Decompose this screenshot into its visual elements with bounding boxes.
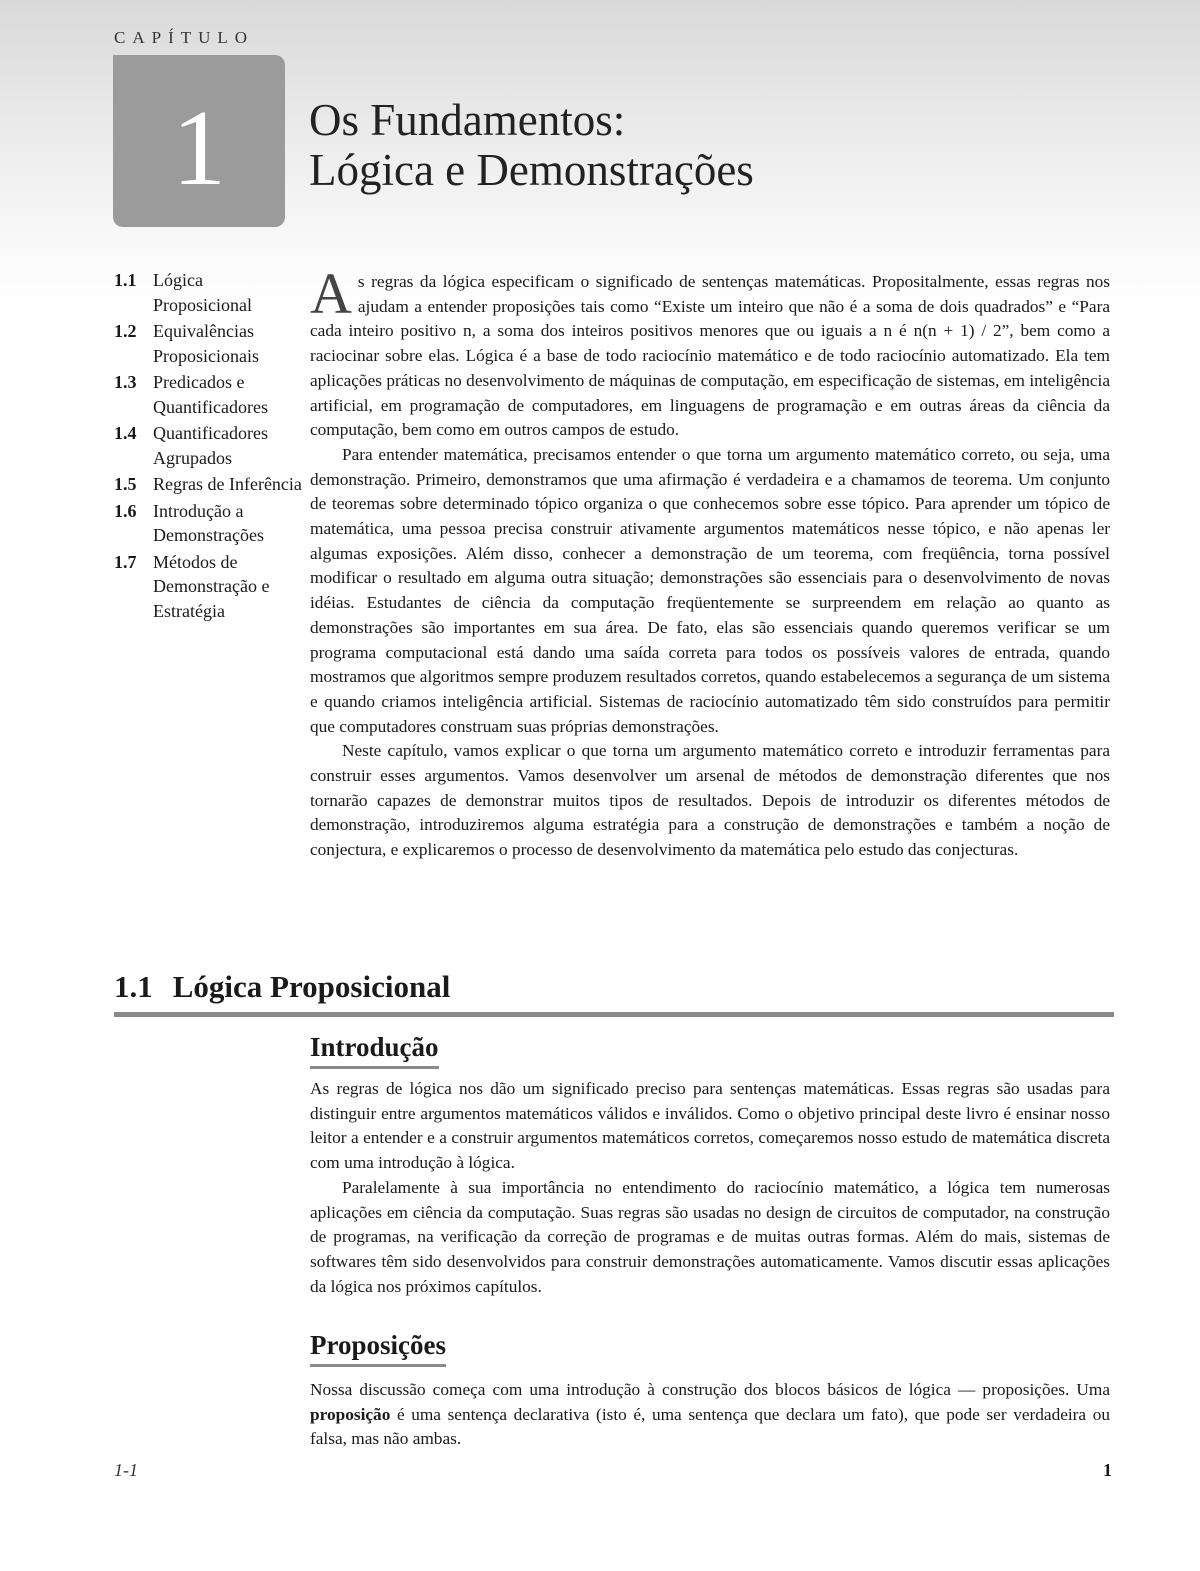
chapter-number: 1: [172, 89, 226, 208]
toc-number: 1.5: [114, 474, 137, 494]
intro-paragraph-2: Para entender matemática, precisamos entender o que torna um argumento matemático correto, ou seja, uma demonstração. Primeiro, demonstramos que uma afirmação é verdadeira e a chamamos de teorema. Um conjunto de teoremas sobre determinado tópico organiza o que conhecemos sobre esse tópico. Para aprender um tópico de matemática, uma pessoa precisa construir ativamente argumentos matemáticos nesse tópico, e não apenas ler algumas exposições. Além disso, conhecer a demonstração de um teorema, com freqüência, torna possível modificar o resultado em alguma outra situação; demonstrações são essenciais para o desenvolvimento de novas idéias. Estudantes de ciência da computação freqüentemente se surpreendem em relação ao quanto as demonstrações são importantes em sua área. De fato, elas são essenciais quando queremos verificar se um programa computacional está dando uma saída correta para todos os possíveis valores de entrada, quando mostramos que algoritmos sempre produzem resultados corretos, quando estabelecemos a segurança de um sistema e quando criamos inteligência artificial. Sistemas de raciocínio automatizado têm sido construídos para permitir que computadores construam suas próprias demonstrações.: [310, 444, 1110, 736]
toc-number: 1.7: [114, 551, 137, 572]
toc-label: Equivalências Proposicionais: [153, 321, 259, 366]
page-number: 1: [1103, 1460, 1112, 1480]
proposicoes-body: [310, 1378, 1110, 1452]
section-number: 1.1: [114, 969, 153, 1004]
toc-item: [114, 268, 304, 317]
proposicoes-paragraph-1: [310, 1378, 1110, 1452]
intro-paragraph-3: Neste capítulo, vamos explicar o que torna um argumento matemático correto e introduzir ferramentas para construir esses argumentos. Vamos desenvolver um arsenal de métodos de demonstração diferentes que nos tornarão capazes de demonstrar muitos tipos de resultados. Depois de introduzir os diferentes métodos de demonstração, introduziremos alguma estratégia para a construção de demonstrações e também a noção de conjectura, e explicaremos o processo de desenvolvimento da matemática pelo estudo das conjecturas.: [310, 741, 1110, 860]
toc-number: 1.2: [114, 321, 137, 341]
toc-number: 1.1: [114, 270, 137, 290]
toc-number: 1.4: [114, 423, 137, 443]
toc-label: Métodos de Demonstração e Estratégia: [153, 551, 270, 621]
introducao-body: [310, 1077, 1110, 1299]
toc-item: [114, 550, 304, 624]
toc-item: [114, 472, 304, 497]
toc-label: Regras de Inferência: [153, 474, 302, 494]
introducao-paragraph-2: Paralelamente à sua importância no entendimento do raciocínio matemático, a lógica tem numerosas aplicações em ciência da computação. Suas regras são usadas no design de circuitos de computador, na construção de programas, na verificação da correção de programas e de muitas outras formas. Além do mais, sistemas de softwares têm sido desenvolvidos para construir demonstrações automaticamente. Vamos discutir essas aplicações da lógica nos próximos capítulos.: [310, 1177, 1110, 1296]
toc-item: [114, 499, 304, 548]
toc-number: 1.6: [114, 500, 137, 521]
toc-label: Predicados e Quantificadores: [153, 372, 268, 417]
introducao-paragraph-1: As regras de lógica nos dão um significado preciso para sentenças matemáticas. Essas regras são usadas para distinguir entre argumentos matemáticos válidos e inválidos. Como o objetivo principal deste livro é ensinar nosso leitor a entender e a construir argumentos matemáticos corretos, começaremos nosso estudo de matemática discreta com uma introdução à lógica.: [310, 1079, 1110, 1173]
chapter-label: CAPÍTULO: [114, 28, 255, 47]
chapter-title-line1: Os Fundamentos:: [309, 95, 626, 145]
chapter-number-box: [113, 55, 285, 227]
chapter-intro: [310, 261, 1110, 863]
section-heading: [114, 968, 1114, 1017]
toc-label: Introdução a Demonstrações: [153, 500, 264, 545]
subheading-introducao: Introdução: [310, 1030, 439, 1069]
toc-item: [114, 370, 304, 419]
toc-label: Quantificadores Agrupados: [153, 423, 268, 468]
subheading-proposicoes: Proposições: [310, 1328, 446, 1367]
term-proposicao: proposição: [310, 1404, 391, 1424]
section-title: Lógica Proposicional: [172, 969, 451, 1004]
toc-item: [114, 421, 304, 470]
chapter-title: [309, 95, 754, 195]
chapter-title-line2: Lógica e Demonstrações: [309, 145, 754, 195]
toc-label: Lógica Proposicional: [153, 270, 252, 315]
proposicoes-text-start: Nossa discussão começa com uma introdução à construção dos blocos básicos de lógica — proposições. Uma: [310, 1380, 1110, 1399]
toc-item: [114, 319, 304, 368]
toc-number: 1.3: [114, 372, 137, 392]
page-folio: 1-1: [114, 1460, 138, 1480]
intro-paragraph-1-text: s regras da lógica especificam o significado de sentenças matemáticas. Propositalmente, essas regras nos ajudam a entender proposições tais como “Existe um inteiro que não é a soma de dois quadrados” e “Para cada inteiro positivo n, a soma dos inteiros positivos menores que ou iguais a n é n(n + 1) / 2”, bem como a raciocinar sobre elas. Lógica é a base de todo raciocínio matemático e de todo raciocínio automatizado. Ela tem aplicações práticas no desenvolvimento de máquinas de computação, em especificação de sistemas, em inteligência artificial, em programação de computadores, em linguagens de programação e em outras áreas da ciência da computação, bem como em outros campos de estudo.: [310, 272, 1110, 440]
intro-paragraph-1: [310, 261, 1110, 443]
chapter-toc: [114, 268, 304, 625]
drop-cap: A: [310, 261, 352, 326]
proposicoes-text-end: é uma sentença declarativa (isto é, uma sentença que declara um fato), que pode ser verdadeira ou falsa, mas não ambas.: [310, 1404, 1110, 1449]
